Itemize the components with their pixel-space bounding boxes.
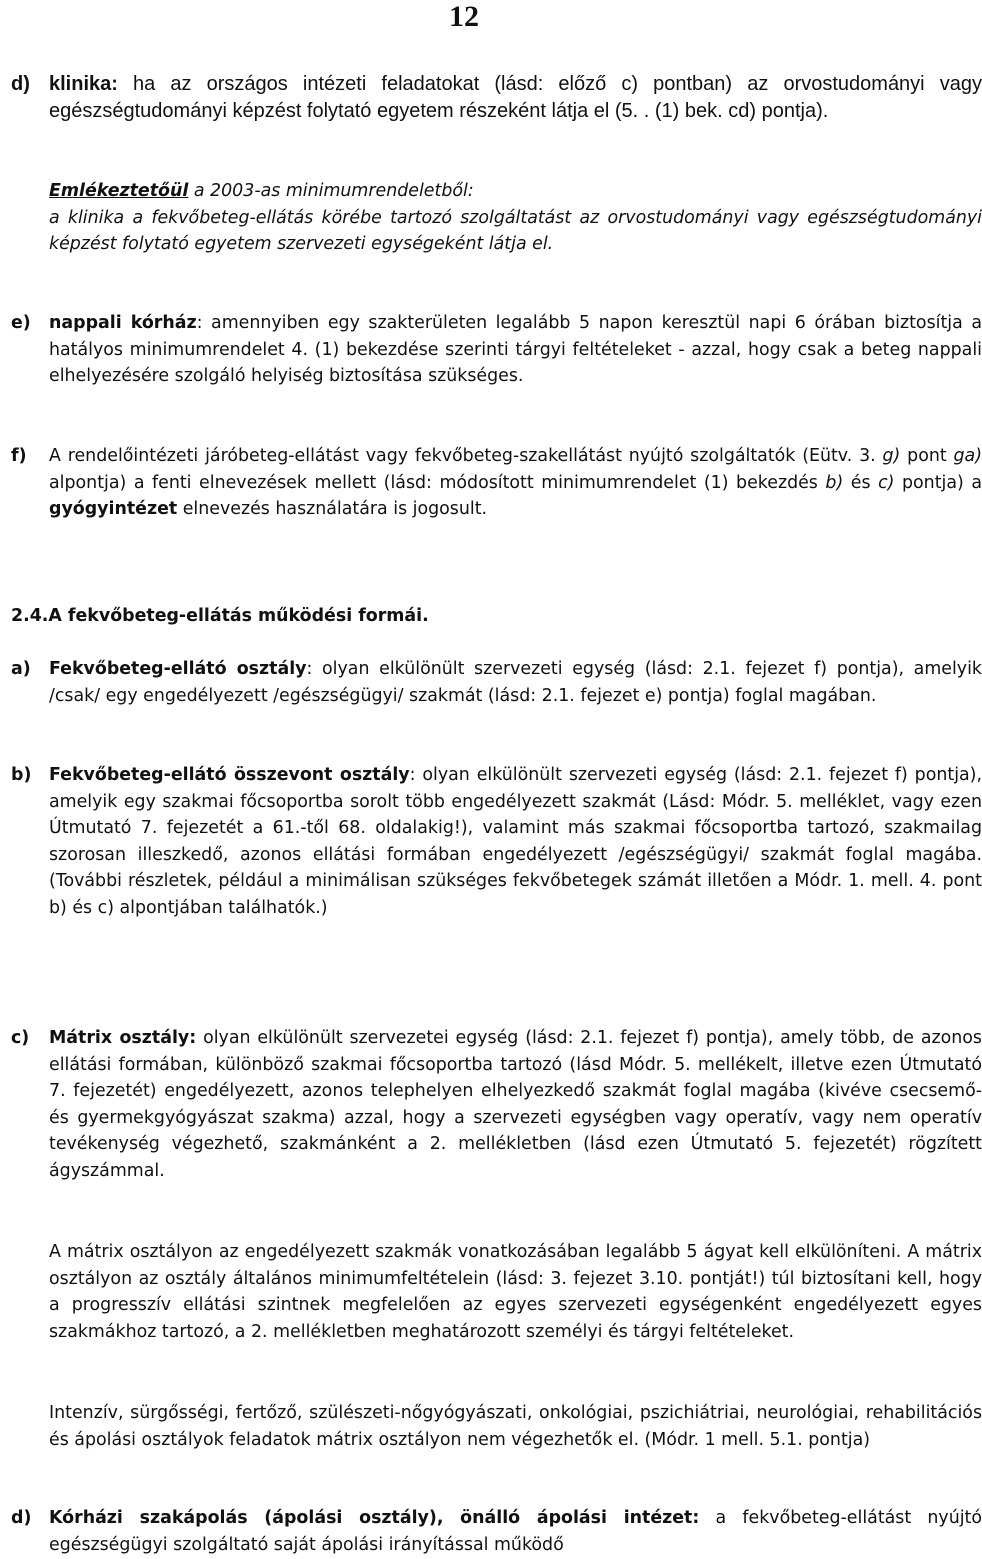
item-text: és bbox=[843, 472, 879, 493]
item-term: Mátrix osztály: bbox=[49, 1028, 197, 1048]
item-f bbox=[11, 443, 982, 523]
item-d-korhazi bbox=[11, 1505, 982, 1558]
item-term: Kórházi szakápolás (ápolási osztály), önálló ápolási intézet: bbox=[49, 1508, 700, 1528]
item-text: elnevezés használatára is jogosult. bbox=[177, 499, 488, 519]
reminder-label: Emlékeztetőül bbox=[49, 181, 189, 201]
matrix-paragraph: A mátrix osztályon az engedélyezett szakmák vonatkozásában legalább 5 ágyat kell elkülöníteni. A mátrix osztályon az osztály általános minimumfeltételein (lásd: 3. fejezet 3.10. pontját!) túl biztosítani kell, hogy a progresszív ellátási szintnek megfelelően az egyes szervezeti egységenként engedélyezett egyes szakmákhoz tartozó, a 2. mellékletben meghatározott személyi és tárgyi feltételeket. bbox=[49, 1242, 982, 1342]
item-term: gyógyintézet bbox=[49, 499, 178, 519]
section-heading: 2.4.A fekvőbeteg-ellátás működési formái. bbox=[11, 606, 429, 626]
item-text: : olyan elkülönült szervezeti egység (lásd: 2.1. fejezet f) pontja), amelyik /csak/ egy engedélyezett /egészségügyi/ szakmát (lásd: 2.1. fejezet e) pontja) foglal magában. bbox=[49, 659, 982, 706]
item-label: d) bbox=[11, 73, 30, 95]
item-ref: g) bbox=[882, 446, 901, 466]
item-label: e) bbox=[11, 313, 31, 333]
item-term: klinika: bbox=[49, 73, 118, 95]
item-term: nappali kórház bbox=[49, 313, 197, 333]
item-label: f) bbox=[11, 446, 27, 466]
reminder-text: a klinika a fekvőbeteg-ellátás körébe tartozó szolgáltatást az orvostudományi vagy egészségtudományi képzést folytató egyetem szervezeti egységeként látja el. bbox=[49, 207, 982, 254]
item-term: Fekvőbeteg-ellátó összevont osztály bbox=[49, 765, 410, 785]
item-text: : olyan elkülönült szervezeti egység (lásd: 2.1. fejezet f) pontja), amelyik egy szakmai főcsoportba sorolt több engedélyezett szakmát (Lásd: Módr. 5. melléklet, vagy ezen Útmutató 7. fejezetét a 61.-től 68. oldalakig!), valamint más szakmai főcsoportba tartozó, szakmailag szorosan illeszkedő, azonos ellátási formában engedélyezett /egészségügyi/ szakmát foglal magába. (További részletek, például a minimálisan szükséges fekvőbetegek számát illetően a Módr. 1. mell. 4. pont b) és c) alpontjában találhatók.) bbox=[49, 765, 982, 918]
item-text: : amennyiben egy szakterületen legalább 5 napon keresztül napi 6 órában biztosítja a hatályos minimumrendelet 4. (1) bekezdése szerinti tárgyi feltételeket - azzal, hogy csak a beteg nappali elhelyezésére szolgáló helyiség biztosítása szükséges. bbox=[49, 313, 982, 386]
reminder-intro: a 2003-as minimumrendeletből: bbox=[188, 181, 474, 201]
item-e bbox=[11, 310, 982, 390]
item-ref: ga) bbox=[953, 446, 982, 466]
item-label: b) bbox=[11, 765, 32, 785]
item-label: a) bbox=[11, 659, 31, 679]
item-text: alpontja) a fenti elnevezések mellett (lásd: módosított minimumrendelet (1) bekezdés bbox=[49, 472, 826, 493]
item-label: c) bbox=[11, 1028, 30, 1048]
item-term: Fekvőbeteg-ellátó osztály bbox=[49, 659, 307, 679]
item-text: ha az országos intézeti feladatokat (lásd: előző c) pontban) az orvostudományi vagy egészségtudományi képzést folytató egyetem részeként látja el (5. . (1) bek. cd) pontja). bbox=[49, 73, 982, 122]
matrix-exclusions: Intenzív, sürgősségi, fertőző, szülészeti-nőgyógyászati, onkológiai, pszichiátriai, neurológiai, rehabilitációs és ápolási osztályok feladatok mátrix osztályon nem végezhetők el. (Módr. 1 mell. 5.1. pontja) bbox=[49, 1403, 982, 1450]
item-text: pontja) a bbox=[894, 472, 982, 493]
item-text: a fekvőbeteg-ellátást nyújtó egészségügyi szolgáltató saját ápolási irányítással működő bbox=[49, 1508, 982, 1555]
page-number: 12 bbox=[449, 0, 479, 33]
reminder-note bbox=[11, 178, 982, 258]
item-ref: b) bbox=[825, 472, 844, 493]
item-text: A rendelőintézeti járóbeteg-ellátást vagy fekvőbeteg-szakellátást nyújtó szolgáltatók (Eütv. 3. bbox=[49, 446, 883, 466]
item-label: d) bbox=[11, 1508, 32, 1528]
item-text: pont bbox=[900, 446, 954, 466]
item-text: olyan elkülönült szervezetei egység (lásd: 2.1. fejezet f) pontja), amely több, de azonos ellátási formában, különböző szakmai főcsoportba tartozó (lásd Módr. 5. mellékelt, illetve ezen Útmutató 7. fejezetét) engedélyezett, azonos telephelyen elhelyezkedő szakmát foglal magába (kivéve csecsemő- és gyermekgyógyászat szakma) azzal, hogy a szervezeti egységben vagy operatív, vagy nem operatív tevékenység végezhető, szakmánként a 2. mellékletben (lásd ezen Útmutató 5. fejezetét) rögzített ágyszámmal. bbox=[49, 1028, 982, 1181]
item-d-klinika bbox=[11, 71, 982, 124]
item-ref: c) bbox=[878, 472, 895, 493]
item-b bbox=[11, 762, 982, 921]
item-a bbox=[11, 656, 982, 709]
item-c bbox=[11, 1025, 982, 1184]
